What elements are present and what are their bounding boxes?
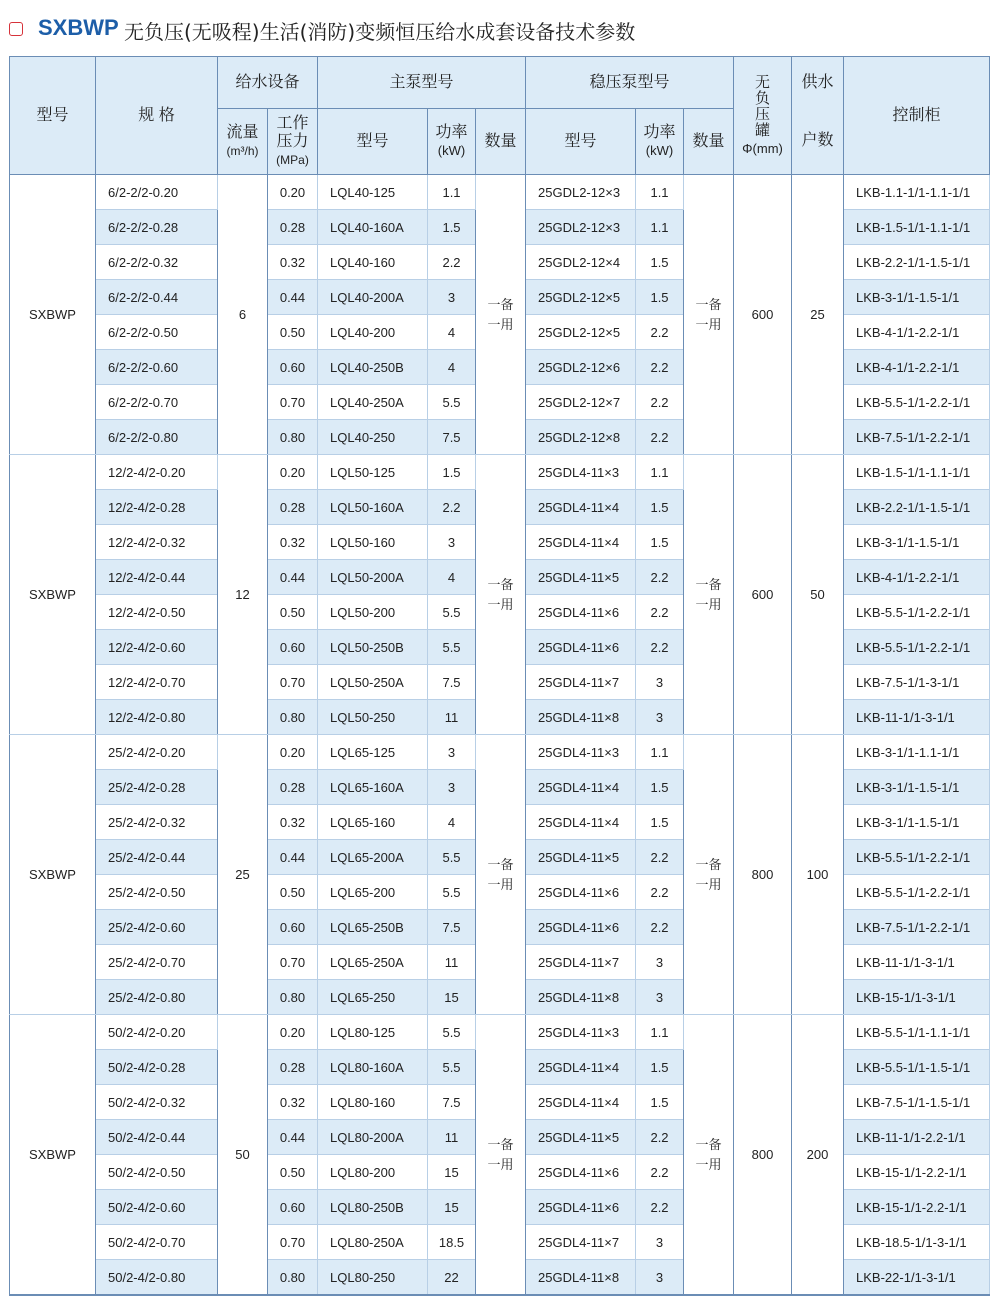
cell-main-qty: [476, 735, 526, 1015]
cell-tank: 800: [734, 735, 792, 1015]
cell-model: SXBWP: [10, 175, 96, 455]
header-tank-label: 无负压罐: [755, 73, 771, 139]
cell-cabinet: LKB-15-1/1-3-1/1: [844, 980, 990, 1015]
cell-main-qty: [476, 175, 526, 455]
cell-cabinet: LKB-4-1/1-2.2-1/1: [844, 560, 990, 595]
header-stab-pump: 稳压泵型号: [526, 57, 734, 109]
cell-main-power: 1.5: [428, 455, 476, 490]
cell-stab-model: 25GDL4-11×6: [526, 595, 636, 630]
cell-stab-power: 1.1: [636, 210, 684, 245]
cell-stab-model: 25GDL2-12×6: [526, 350, 636, 385]
cell-main-power: 11: [428, 945, 476, 980]
cell-main-model: LQL40-160A: [318, 210, 428, 245]
cell-main-model: LQL80-250A: [318, 1225, 428, 1260]
cell-stab-power: 2.2: [636, 595, 684, 630]
cell-pressure: 0.32: [268, 1085, 318, 1120]
header-tank: [734, 57, 792, 175]
cell-stab-model: 25GDL4-11×6: [526, 875, 636, 910]
cell-pressure: 0.28: [268, 1050, 318, 1085]
cell-main-power: 22: [428, 1260, 476, 1296]
cell-spec: 6/2-2/2-0.50: [96, 315, 218, 350]
cell-pressure: 0.28: [268, 770, 318, 805]
cell-main-model: LQL65-125: [318, 735, 428, 770]
cell-pressure: 0.80: [268, 700, 318, 735]
cell-spec: 6/2-2/2-0.44: [96, 280, 218, 315]
cell-spec: 50/2-4/2-0.28: [96, 1050, 218, 1085]
cell-main-model: LQL65-250: [318, 980, 428, 1015]
cell-stab-model: 25GDL4-11×5: [526, 1120, 636, 1155]
cell-stab-qty: [684, 1015, 734, 1296]
cell-pressure: 0.44: [268, 840, 318, 875]
cell-stab-qty: [684, 735, 734, 1015]
cell-stab-power: 1.5: [636, 1050, 684, 1085]
cell-cabinet: LKB-3-1/1-1.5-1/1: [844, 770, 990, 805]
cell-stab-model: 25GDL4-11×5: [526, 840, 636, 875]
cell-stab-power: 2.2: [636, 840, 684, 875]
cell-stab-power: 1.1: [636, 455, 684, 490]
cell-spec: 12/2-4/2-0.44: [96, 560, 218, 595]
cell-main-model: LQL80-250: [318, 1260, 428, 1296]
cell-stab-power: 2.2: [636, 1190, 684, 1225]
header-stab-power-label: 功率: [643, 123, 676, 141]
cell-stab-power: 2.2: [636, 1155, 684, 1190]
header-main-pump: 主泵型号: [318, 57, 526, 109]
cell-pressure: 0.50: [268, 595, 318, 630]
cell-main-power: 7.5: [428, 1085, 476, 1120]
cell-main-model: LQL40-200: [318, 315, 428, 350]
header-flow: [218, 109, 268, 175]
cell-spec: 6/2-2/2-0.28: [96, 210, 218, 245]
square-icon: [9, 22, 23, 36]
page-title-bar: [0, 0, 1000, 56]
group-6: [10, 175, 990, 455]
cell-stab-power: 2.2: [636, 875, 684, 910]
cell-main-model: LQL40-160: [318, 245, 428, 280]
cell-stab-model: 25GDL4-11×5: [526, 560, 636, 595]
cell-main-model: LQL80-200: [318, 1155, 428, 1190]
cell-flow: 50: [218, 1015, 268, 1296]
cell-cabinet: LKB-3-1/1-1.1-1/1: [844, 735, 990, 770]
cell-stab-power: 3: [636, 700, 684, 735]
cell-stab-model: 25GDL4-11×4: [526, 1050, 636, 1085]
cell-main-model: LQL40-200A: [318, 280, 428, 315]
cell-spec: 6/2-2/2-0.60: [96, 350, 218, 385]
cell-spec: 25/2-4/2-0.50: [96, 875, 218, 910]
cell-households: 50: [792, 455, 844, 735]
cell-main-power: 3: [428, 280, 476, 315]
group-12: [10, 455, 990, 735]
cell-pressure: 0.50: [268, 1155, 318, 1190]
cell-cabinet: LKB-7.5-1/1-2.2-1/1: [844, 910, 990, 945]
cell-stab-power: 3: [636, 665, 684, 700]
cell-main-model: LQL50-250: [318, 700, 428, 735]
cell-stab-power: 1.5: [636, 525, 684, 560]
cell-flow: 12: [218, 455, 268, 735]
cell-main-power: 1.1: [428, 175, 476, 210]
cell-stab-power: 2.2: [636, 560, 684, 595]
cell-main-qty: [476, 1015, 526, 1296]
cell-main-power: 5.5: [428, 1050, 476, 1085]
cell-spec: 12/2-4/2-0.20: [96, 455, 218, 490]
cell-stab-power: 3: [636, 1225, 684, 1260]
cell-stab-power: 3: [636, 945, 684, 980]
standby-label: 一备一用: [695, 856, 722, 892]
standby-label: 一备一用: [487, 296, 514, 332]
header-main-model: 型号: [318, 109, 428, 175]
cell-spec: 50/2-4/2-0.50: [96, 1155, 218, 1190]
cell-cabinet: LKB-4-1/1-2.2-1/1: [844, 315, 990, 350]
cell-stab-model: 25GDL4-11×6: [526, 630, 636, 665]
cell-main-power: 5.5: [428, 840, 476, 875]
header-main-power: [428, 109, 476, 175]
header-model: 型号: [10, 57, 96, 175]
cell-spec: 50/2-4/2-0.70: [96, 1225, 218, 1260]
cell-cabinet: LKB-3-1/1-1.5-1/1: [844, 280, 990, 315]
cell-main-model: LQL65-160: [318, 805, 428, 840]
header-flow-label: 流量: [226, 123, 259, 141]
cell-stab-power: 2.2: [636, 315, 684, 350]
cell-main-power: 4: [428, 560, 476, 595]
cell-tank: 800: [734, 1015, 792, 1296]
cell-main-power: 11: [428, 700, 476, 735]
cell-stab-model: 25GDL4-11×4: [526, 805, 636, 840]
cell-cabinet: LKB-15-1/1-2.2-1/1: [844, 1155, 990, 1190]
cell-main-power: 3: [428, 525, 476, 560]
cell-spec: 25/2-4/2-0.28: [96, 770, 218, 805]
cell-stab-power: 3: [636, 1260, 684, 1296]
header-stab-qty: 数量: [684, 109, 734, 175]
cell-pressure: 0.28: [268, 210, 318, 245]
header-households: 户数: [792, 109, 844, 175]
cell-main-model: LQL50-125: [318, 455, 428, 490]
cell-main-model: LQL80-160A: [318, 1050, 428, 1085]
table-row: [10, 1015, 990, 1050]
cell-spec: 12/2-4/2-0.28: [96, 490, 218, 525]
cell-stab-power: 1.1: [636, 735, 684, 770]
cell-spec: 6/2-2/2-0.32: [96, 245, 218, 280]
cell-main-power: 5.5: [428, 630, 476, 665]
cell-stab-model: 25GDL2-12×5: [526, 315, 636, 350]
standby-label: 一备一用: [695, 576, 722, 612]
page-title: 无负压(无吸程)生活(消防)变频恒压给水成套设备技术参数: [124, 20, 636, 44]
table-row: [10, 455, 990, 490]
table-row: [10, 735, 990, 770]
cell-pressure: 0.60: [268, 350, 318, 385]
cell-pressure: 0.80: [268, 980, 318, 1015]
cell-cabinet: LKB-7.5-1/1-3-1/1: [844, 665, 990, 700]
cell-pressure: 0.50: [268, 875, 318, 910]
cell-cabinet: LKB-18.5-1/1-3-1/1: [844, 1225, 990, 1260]
cell-cabinet: LKB-1.5-1/1-1.1-1/1: [844, 455, 990, 490]
cell-spec: 25/2-4/2-0.32: [96, 805, 218, 840]
cell-flow: 6: [218, 175, 268, 455]
cell-households: 25: [792, 175, 844, 455]
cell-stab-qty: [684, 175, 734, 455]
cell-pressure: 0.80: [268, 1260, 318, 1296]
table-header: [10, 57, 990, 175]
cell-main-model: LQL50-200: [318, 595, 428, 630]
header-main-qty: 数量: [476, 109, 526, 175]
header-pressure: [268, 109, 318, 175]
standby-label: 一备一用: [487, 576, 514, 612]
cell-cabinet: LKB-5.5-1/1-2.2-1/1: [844, 875, 990, 910]
cell-spec: 25/2-4/2-0.60: [96, 910, 218, 945]
table-row: [10, 175, 990, 210]
cell-spec: 50/2-4/2-0.20: [96, 1015, 218, 1050]
cell-main-model: LQL40-250: [318, 420, 428, 455]
cell-cabinet: LKB-7.5-1/1-2.2-1/1: [844, 420, 990, 455]
cell-stab-model: 25GDL4-11×4: [526, 1085, 636, 1120]
cell-main-power: 5.5: [428, 1015, 476, 1050]
cell-pressure: 0.70: [268, 385, 318, 420]
cell-main-power: 15: [428, 1155, 476, 1190]
cell-pressure: 0.44: [268, 280, 318, 315]
cell-spec: 50/2-4/2-0.32: [96, 1085, 218, 1120]
cell-main-power: 7.5: [428, 910, 476, 945]
cell-main-qty: [476, 455, 526, 735]
header-spec: 规 格: [96, 57, 218, 175]
cell-pressure: 0.44: [268, 1120, 318, 1155]
cell-pressure: 0.70: [268, 1225, 318, 1260]
standby-label: 一备一用: [695, 1136, 722, 1172]
cell-stab-power: 2.2: [636, 910, 684, 945]
cell-cabinet: LKB-11-1/1-3-1/1: [844, 945, 990, 980]
cell-main-model: LQL50-250B: [318, 630, 428, 665]
cell-pressure: 0.32: [268, 525, 318, 560]
cell-spec: 12/2-4/2-0.32: [96, 525, 218, 560]
standby-label: 一备一用: [487, 1136, 514, 1172]
cell-households: 200: [792, 1015, 844, 1296]
cell-pressure: 0.20: [268, 1015, 318, 1050]
cell-main-power: 7.5: [428, 665, 476, 700]
cell-main-model: LQL50-160: [318, 525, 428, 560]
cell-main-model: LQL50-200A: [318, 560, 428, 595]
cell-cabinet: LKB-11-1/1-3-1/1: [844, 700, 990, 735]
cell-main-model: LQL50-160A: [318, 490, 428, 525]
cell-main-power: 2.2: [428, 490, 476, 525]
cell-pressure: 0.60: [268, 910, 318, 945]
cell-stab-power: 1.5: [636, 245, 684, 280]
cell-stab-model: 25GDL4-11×8: [526, 700, 636, 735]
cell-stab-power: 3: [636, 980, 684, 1015]
cell-pressure: 0.50: [268, 315, 318, 350]
cell-stab-model: 25GDL2-12×7: [526, 385, 636, 420]
header-tank-unit: Φ(mm): [742, 140, 783, 156]
cell-tank: 600: [734, 455, 792, 735]
cell-stab-model: 25GDL4-11×6: [526, 1190, 636, 1225]
cell-main-model: LQL80-250B: [318, 1190, 428, 1225]
header-pressure-unit: (MPa): [276, 152, 309, 167]
cell-main-power: 7.5: [428, 420, 476, 455]
cell-main-model: LQL65-250A: [318, 945, 428, 980]
cell-spec: 12/2-4/2-0.60: [96, 630, 218, 665]
cell-main-model: LQL80-200A: [318, 1120, 428, 1155]
cell-stab-model: 25GDL2-12×4: [526, 245, 636, 280]
header-stab-power: [636, 109, 684, 175]
cell-pressure: 0.44: [268, 560, 318, 595]
cell-main-model: LQL40-125: [318, 175, 428, 210]
group-50: [10, 1015, 990, 1296]
cell-main-model: LQL50-250A: [318, 665, 428, 700]
cell-spec: 25/2-4/2-0.80: [96, 980, 218, 1015]
cell-pressure: 0.60: [268, 1190, 318, 1225]
cell-stab-model: 25GDL4-11×8: [526, 980, 636, 1015]
cell-cabinet: LKB-3-1/1-1.5-1/1: [844, 525, 990, 560]
standby-label: 一备一用: [487, 856, 514, 892]
cell-stab-power: 1.1: [636, 175, 684, 210]
header-stab-power-unit: (kW): [645, 142, 674, 158]
cell-pressure: 0.80: [268, 420, 318, 455]
cell-main-power: 4: [428, 315, 476, 350]
cell-main-model: LQL65-160A: [318, 770, 428, 805]
cell-cabinet: LKB-2.2-1/1-1.5-1/1: [844, 245, 990, 280]
cell-main-power: 15: [428, 1190, 476, 1225]
cell-pressure: 0.70: [268, 945, 318, 980]
cell-cabinet: LKB-1.5-1/1-1.1-1/1: [844, 210, 990, 245]
header-cabinet: 控制柜: [844, 57, 990, 175]
cell-stab-power: 1.5: [636, 490, 684, 525]
cell-spec: 6/2-2/2-0.20: [96, 175, 218, 210]
cell-cabinet: LKB-4-1/1-2.2-1/1: [844, 350, 990, 385]
cell-stab-power: 1.5: [636, 770, 684, 805]
cell-stab-model: 25GDL2-12×3: [526, 210, 636, 245]
cell-households: 100: [792, 735, 844, 1015]
header-stab-model: 型号: [526, 109, 636, 175]
cell-main-power: 3: [428, 735, 476, 770]
cell-main-power: 5.5: [428, 875, 476, 910]
cell-pressure: 0.32: [268, 805, 318, 840]
cell-main-model: LQL80-160: [318, 1085, 428, 1120]
cell-spec: 12/2-4/2-0.50: [96, 595, 218, 630]
cell-spec: 50/2-4/2-0.60: [96, 1190, 218, 1225]
header-flow-unit: (m³/h): [226, 143, 259, 158]
cell-main-power: 3: [428, 770, 476, 805]
cell-cabinet: LKB-5.5-1/1-2.2-1/1: [844, 840, 990, 875]
cell-stab-model: 25GDL4-11×4: [526, 770, 636, 805]
cell-pressure: 0.28: [268, 490, 318, 525]
cell-spec: 50/2-4/2-0.44: [96, 1120, 218, 1155]
cell-cabinet: LKB-11-1/1-2.2-1/1: [844, 1120, 990, 1155]
cell-stab-model: 25GDL4-11×6: [526, 1155, 636, 1190]
cell-model: SXBWP: [10, 735, 96, 1015]
cell-flow: 25: [218, 735, 268, 1015]
cell-main-power: 4: [428, 350, 476, 385]
header-main-power-unit: (kW): [437, 142, 466, 158]
cell-spec: 25/2-4/2-0.20: [96, 735, 218, 770]
cell-pressure: 0.20: [268, 735, 318, 770]
cell-stab-power: 2.2: [636, 385, 684, 420]
cell-spec: 12/2-4/2-0.70: [96, 665, 218, 700]
cell-spec: 25/2-4/2-0.44: [96, 840, 218, 875]
cell-stab-power: 1.1: [636, 1015, 684, 1050]
cell-pressure: 0.60: [268, 630, 318, 665]
cell-cabinet: LKB-1.1-1/1-1.1-1/1: [844, 175, 990, 210]
cell-pressure: 0.20: [268, 175, 318, 210]
cell-cabinet: LKB-22-1/1-3-1/1: [844, 1260, 990, 1296]
cell-stab-model: 25GDL4-11×3: [526, 1015, 636, 1050]
series-code: SXBWP: [38, 15, 119, 40]
cell-model: SXBWP: [10, 455, 96, 735]
cell-pressure: 0.32: [268, 245, 318, 280]
parameter-table: [9, 56, 990, 1296]
cell-stab-model: 25GDL4-11×6: [526, 910, 636, 945]
cell-stab-model: 25GDL4-11×8: [526, 1260, 636, 1296]
cell-main-power: 4: [428, 805, 476, 840]
cell-stab-power: 2.2: [636, 630, 684, 665]
cell-main-power: 18.5: [428, 1225, 476, 1260]
cell-spec: 6/2-2/2-0.80: [96, 420, 218, 455]
cell-main-power: 11: [428, 1120, 476, 1155]
cell-cabinet: LKB-5.5-1/1-2.2-1/1: [844, 385, 990, 420]
cell-stab-model: 25GDL4-11×4: [526, 490, 636, 525]
cell-main-power: 2.2: [428, 245, 476, 280]
cell-stab-model: 25GDL2-12×5: [526, 280, 636, 315]
cell-cabinet: LKB-3-1/1-1.5-1/1: [844, 805, 990, 840]
cell-stab-power: 2.2: [636, 420, 684, 455]
cell-stab-model: 25GDL4-11×7: [526, 1225, 636, 1260]
cell-stab-power: 2.2: [636, 1120, 684, 1155]
header-supply: 给水设备: [218, 57, 318, 109]
cell-main-power: 1.5: [428, 210, 476, 245]
cell-spec: 50/2-4/2-0.80: [96, 1260, 218, 1296]
cell-stab-model: 25GDL4-11×3: [526, 735, 636, 770]
cell-stab-power: 2.2: [636, 350, 684, 385]
cell-tank: 600: [734, 175, 792, 455]
cell-stab-model: 25GDL4-11×7: [526, 665, 636, 700]
header-main-power-label: 功率: [435, 123, 468, 141]
cell-main-power: 15: [428, 980, 476, 1015]
cell-stab-qty: [684, 455, 734, 735]
cell-spec: 6/2-2/2-0.70: [96, 385, 218, 420]
cell-stab-model: 25GDL2-12×3: [526, 175, 636, 210]
cell-model: SXBWP: [10, 1015, 96, 1296]
cell-stab-power: 1.5: [636, 1085, 684, 1120]
standby-label: 一备一用: [695, 296, 722, 332]
cell-stab-power: 1.5: [636, 805, 684, 840]
cell-cabinet: LKB-5.5-1/1-1.1-1/1: [844, 1015, 990, 1050]
cell-cabinet: LKB-2.2-1/1-1.5-1/1: [844, 490, 990, 525]
cell-main-model: LQL65-250B: [318, 910, 428, 945]
header-pressure-label: 工作压力: [276, 114, 309, 150]
cell-cabinet: LKB-7.5-1/1-1.5-1/1: [844, 1085, 990, 1120]
cell-main-power: 5.5: [428, 595, 476, 630]
cell-main-model: LQL65-200: [318, 875, 428, 910]
group-25: [10, 735, 990, 1015]
cell-main-power: 5.5: [428, 385, 476, 420]
cell-stab-power: 1.5: [636, 280, 684, 315]
cell-stab-model: 25GDL4-11×7: [526, 945, 636, 980]
cell-cabinet: LKB-15-1/1-2.2-1/1: [844, 1190, 990, 1225]
cell-cabinet: LKB-5.5-1/1-2.2-1/1: [844, 630, 990, 665]
header-supply-top: 供水: [792, 57, 844, 109]
cell-stab-model: 25GDL4-11×3: [526, 455, 636, 490]
cell-main-model: LQL40-250B: [318, 350, 428, 385]
cell-cabinet: LKB-5.5-1/1-2.2-1/1: [844, 595, 990, 630]
cell-cabinet: LKB-5.5-1/1-1.5-1/1: [844, 1050, 990, 1085]
cell-spec: 25/2-4/2-0.70: [96, 945, 218, 980]
cell-main-model: LQL65-200A: [318, 840, 428, 875]
cell-stab-model: 25GDL4-11×4: [526, 525, 636, 560]
cell-stab-model: 25GDL2-12×8: [526, 420, 636, 455]
cell-spec: 12/2-4/2-0.80: [96, 700, 218, 735]
cell-pressure: 0.70: [268, 665, 318, 700]
cell-main-model: LQL80-125: [318, 1015, 428, 1050]
cell-pressure: 0.20: [268, 455, 318, 490]
cell-main-model: LQL40-250A: [318, 385, 428, 420]
